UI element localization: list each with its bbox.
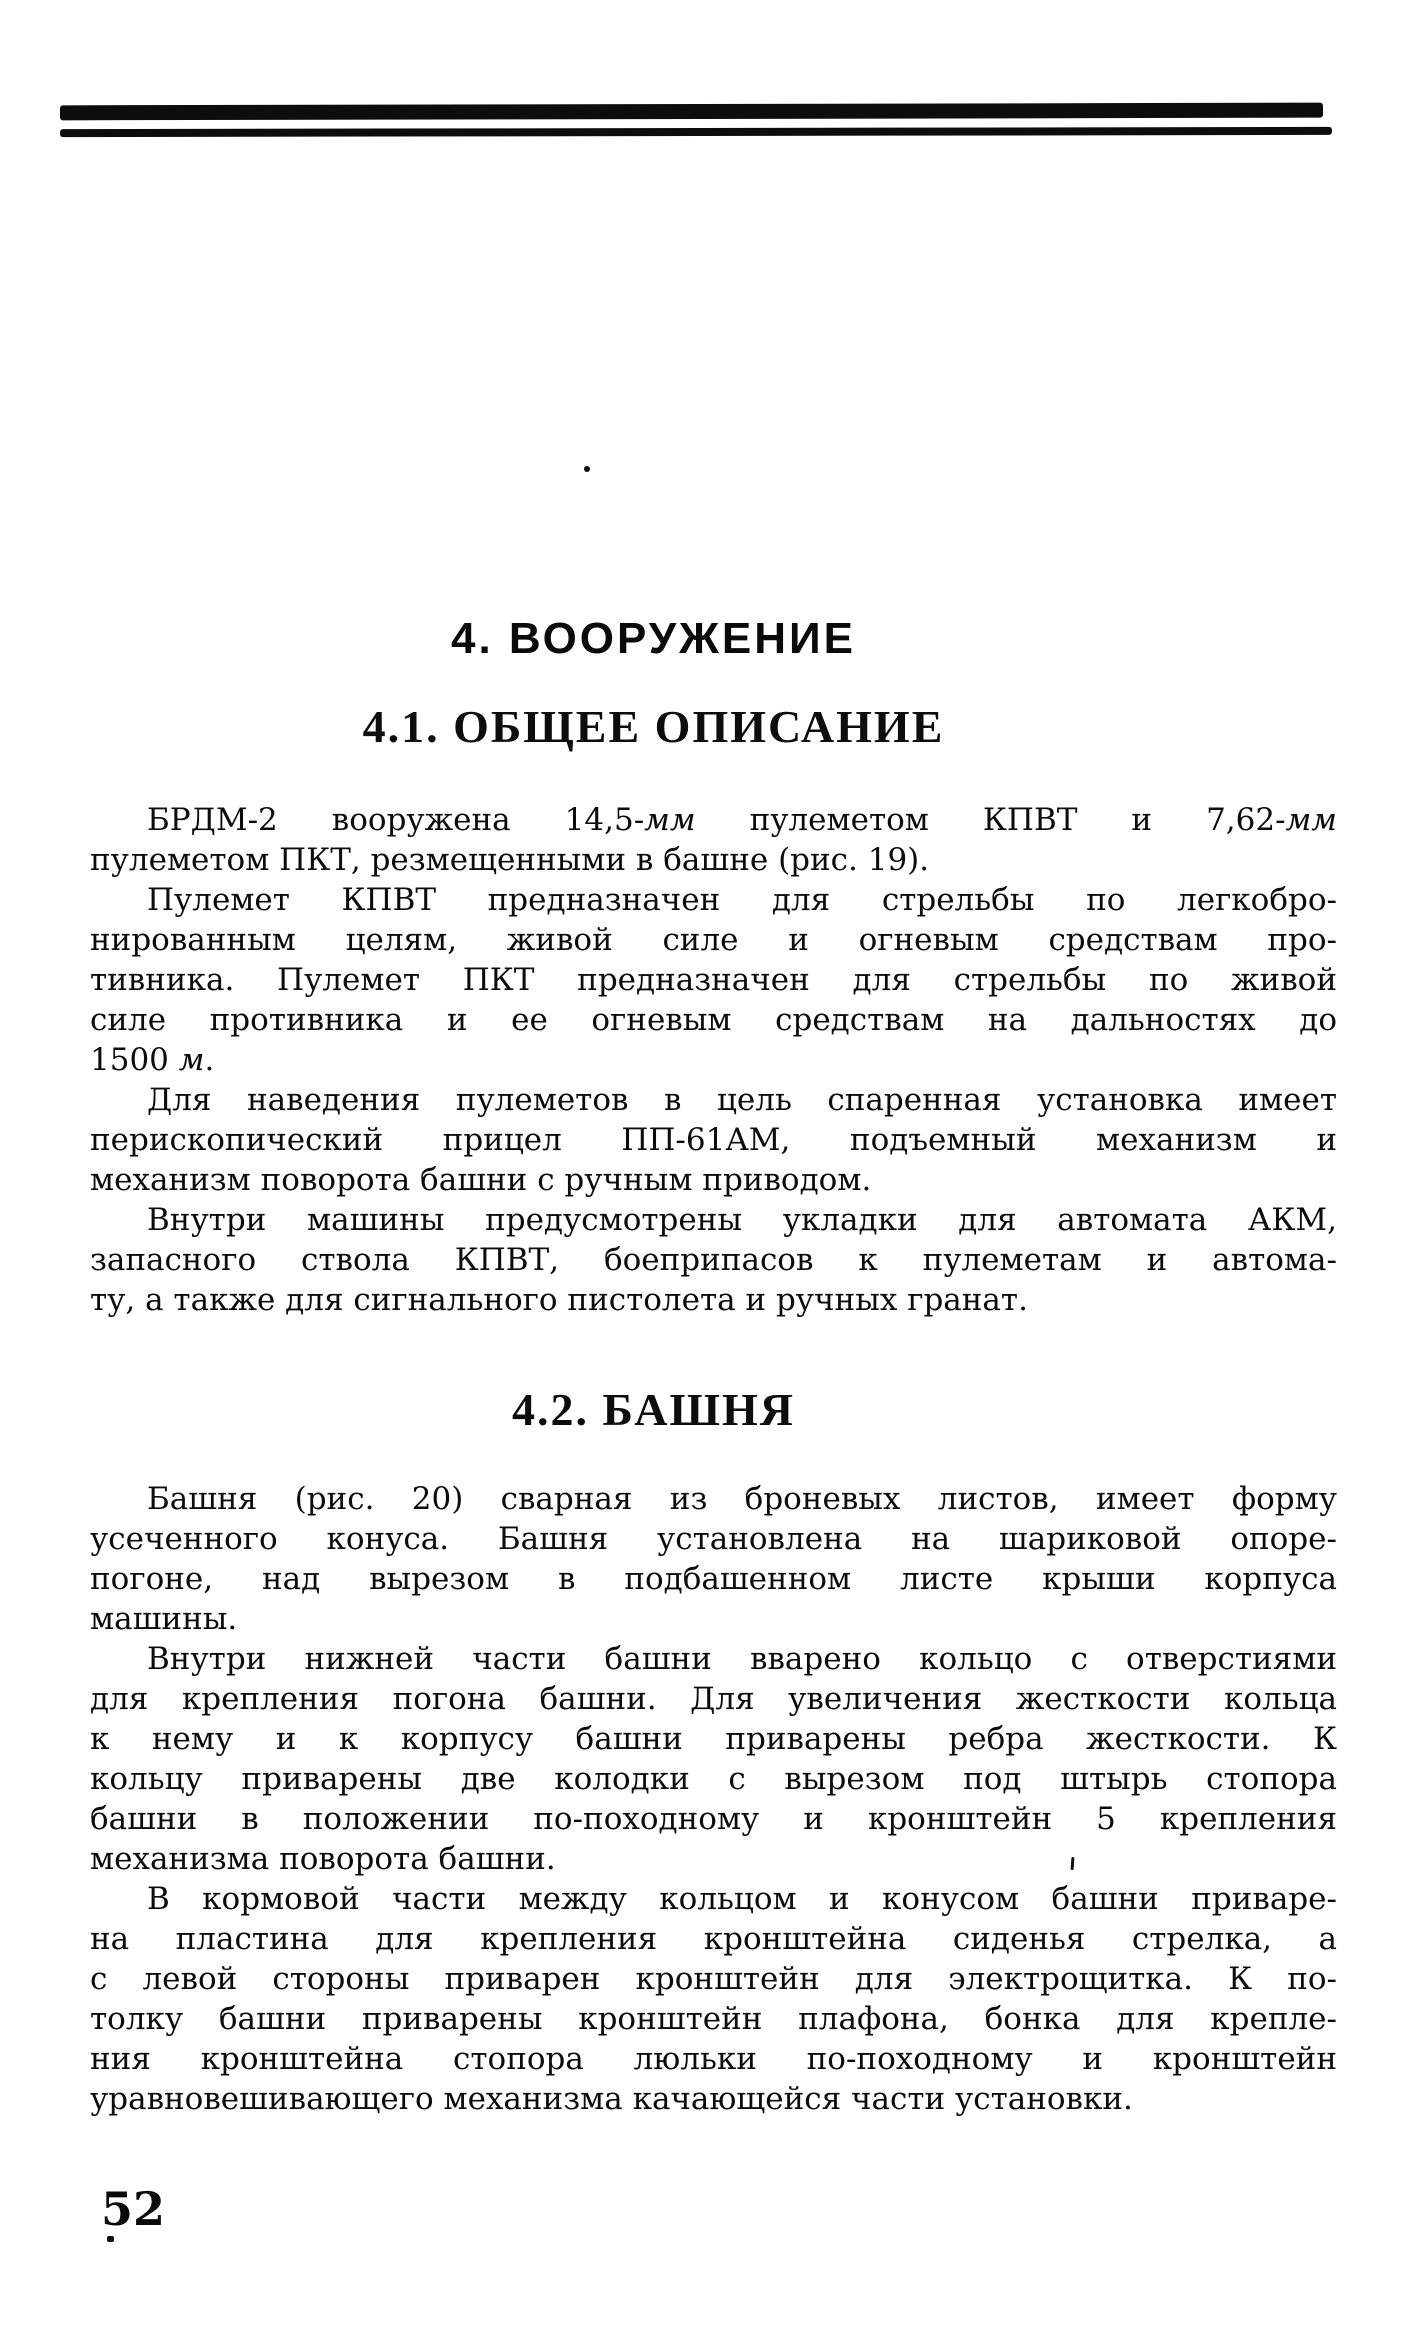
text-line (90, 840, 1337, 880)
ink-speck (107, 2236, 114, 2242)
text-run: погоне, над вырезом в подбашенном листе крыши корпуса (90, 1561, 1337, 1597)
text-line (90, 1559, 1337, 1599)
text-run: кольцу приварены две колодки с вырезом под штырь стопора (90, 1761, 1337, 1797)
text-line (90, 2079, 1337, 2119)
text-run: пулеметом КПВТ и 7,62- (695, 802, 1286, 838)
text-run: машины. (90, 1601, 238, 1637)
text-run: Башня (рис. 20) сварная из броневых листов, имеет форму (147, 1481, 1337, 1517)
text-line (90, 1000, 1337, 1040)
text-run: ту, а также для сигнального пистолета и ручных гранат. (90, 1282, 1028, 1318)
text-run: с левой стороны приварен кронштейн для электрощитка. К по- (90, 1961, 1337, 1997)
text-run: Для наведения пулеметов в цель спаренная установка имеет (147, 1082, 1337, 1118)
text-run: БРДМ-2 вооружена 14,5- (147, 802, 645, 838)
text-line (90, 1839, 1337, 1879)
text-line (90, 1200, 1337, 1240)
text-line (90, 1160, 1337, 1200)
text-run: Внутри машины предусмотрены укладки для автомата АКМ, (147, 1202, 1337, 1238)
section-body-4-1 (90, 800, 1337, 1320)
text-line (90, 1879, 1337, 1919)
text-run: механизма поворота башни. (90, 1841, 556, 1877)
text-run: 1500 (90, 1042, 179, 1078)
text-line (90, 1479, 1337, 1519)
text-line (90, 1120, 1337, 1160)
text-run: башни в положении по-походному и кронштейн 5 крепления (90, 1801, 1337, 1837)
text-line (90, 1080, 1337, 1120)
italic-run: мм (1285, 802, 1337, 838)
top-rule-thin (60, 127, 1332, 137)
text-line (90, 920, 1337, 960)
text-run: пулеметом ПКТ, резмещенными в башне (рис. 19). (90, 842, 930, 878)
text-line (90, 1040, 1337, 1080)
text-run: В кормовой части между кольцом и конусом башни приваре- (147, 1881, 1337, 1917)
text-run: . (204, 1042, 215, 1078)
section-body-4-2 (90, 1479, 1337, 2119)
section-heading-4-2: 4.2. БАШНЯ (511, 1384, 796, 1435)
page-number: 52 (101, 2182, 166, 2236)
text-line (90, 1959, 1337, 1999)
text-run: нированным целям, живой силе и огневым средствам про- (90, 922, 1337, 958)
text-run: силе противника и ее огневым средствам на дальностях до (90, 1002, 1337, 1038)
text-line (90, 1599, 1337, 1639)
text-run: запасного ствола КПВТ, боеприпасов к пулеметам и автома- (90, 1242, 1337, 1278)
text-line (90, 1280, 1337, 1320)
text-line (90, 1759, 1337, 1799)
ink-speck (584, 466, 590, 472)
text-run: Пулемет КПВТ предназначен для стрельбы по легкобро- (147, 882, 1337, 918)
text-line (90, 1240, 1337, 1280)
section-heading-4-1: 4.1. ОБЩЕЕ ОПИСАНИЕ (362, 701, 945, 752)
text-run: механизм поворота башни с ручным приводом. (90, 1162, 872, 1198)
chapter-heading: 4. ВООРУЖЕНИЕ (450, 614, 857, 663)
text-line (90, 1919, 1337, 1959)
text-line (90, 800, 1337, 840)
text-run: толку башни приварены кронштейн плафона, бонка для крепле- (90, 2001, 1337, 2037)
text-run: ния кронштейна стопора люльки по-походному и кронштейн (90, 2041, 1337, 2077)
text-run: Внутри нижней части башни вварено кольцо с отверстиями (147, 1641, 1337, 1677)
text-run: перископический прицел ПП-61АМ, подъемный механизм и (90, 1122, 1337, 1158)
text-line (90, 960, 1337, 1000)
text-line (90, 2039, 1337, 2079)
text-run: уравновешивающего механизма качающейся части установки. (90, 2081, 1133, 2117)
text-line (90, 880, 1337, 920)
italic-run: м (178, 1042, 205, 1078)
text-line (90, 1679, 1337, 1719)
text-line (90, 1799, 1337, 1839)
italic-run: мм (644, 802, 696, 838)
text-run: к нему и к корпусу башни приварены ребра жесткости. К (90, 1721, 1337, 1757)
text-run: для крепления погона башни. Для увеличения жесткости кольца (90, 1681, 1337, 1717)
text-run: тивника. Пулемет ПКТ предназначен для стрельбы по живой (90, 962, 1337, 998)
text-line (90, 1519, 1337, 1559)
top-rule-thick (60, 103, 1323, 121)
text-line (90, 1999, 1337, 2039)
text-line (90, 1639, 1337, 1679)
text-line (90, 1719, 1337, 1759)
text-run: усеченного конуса. Башня установлена на шариковой опоре- (90, 1521, 1337, 1557)
text-run: на пластина для крепления кронштейна сиденья стрелка, а (90, 1921, 1337, 1957)
